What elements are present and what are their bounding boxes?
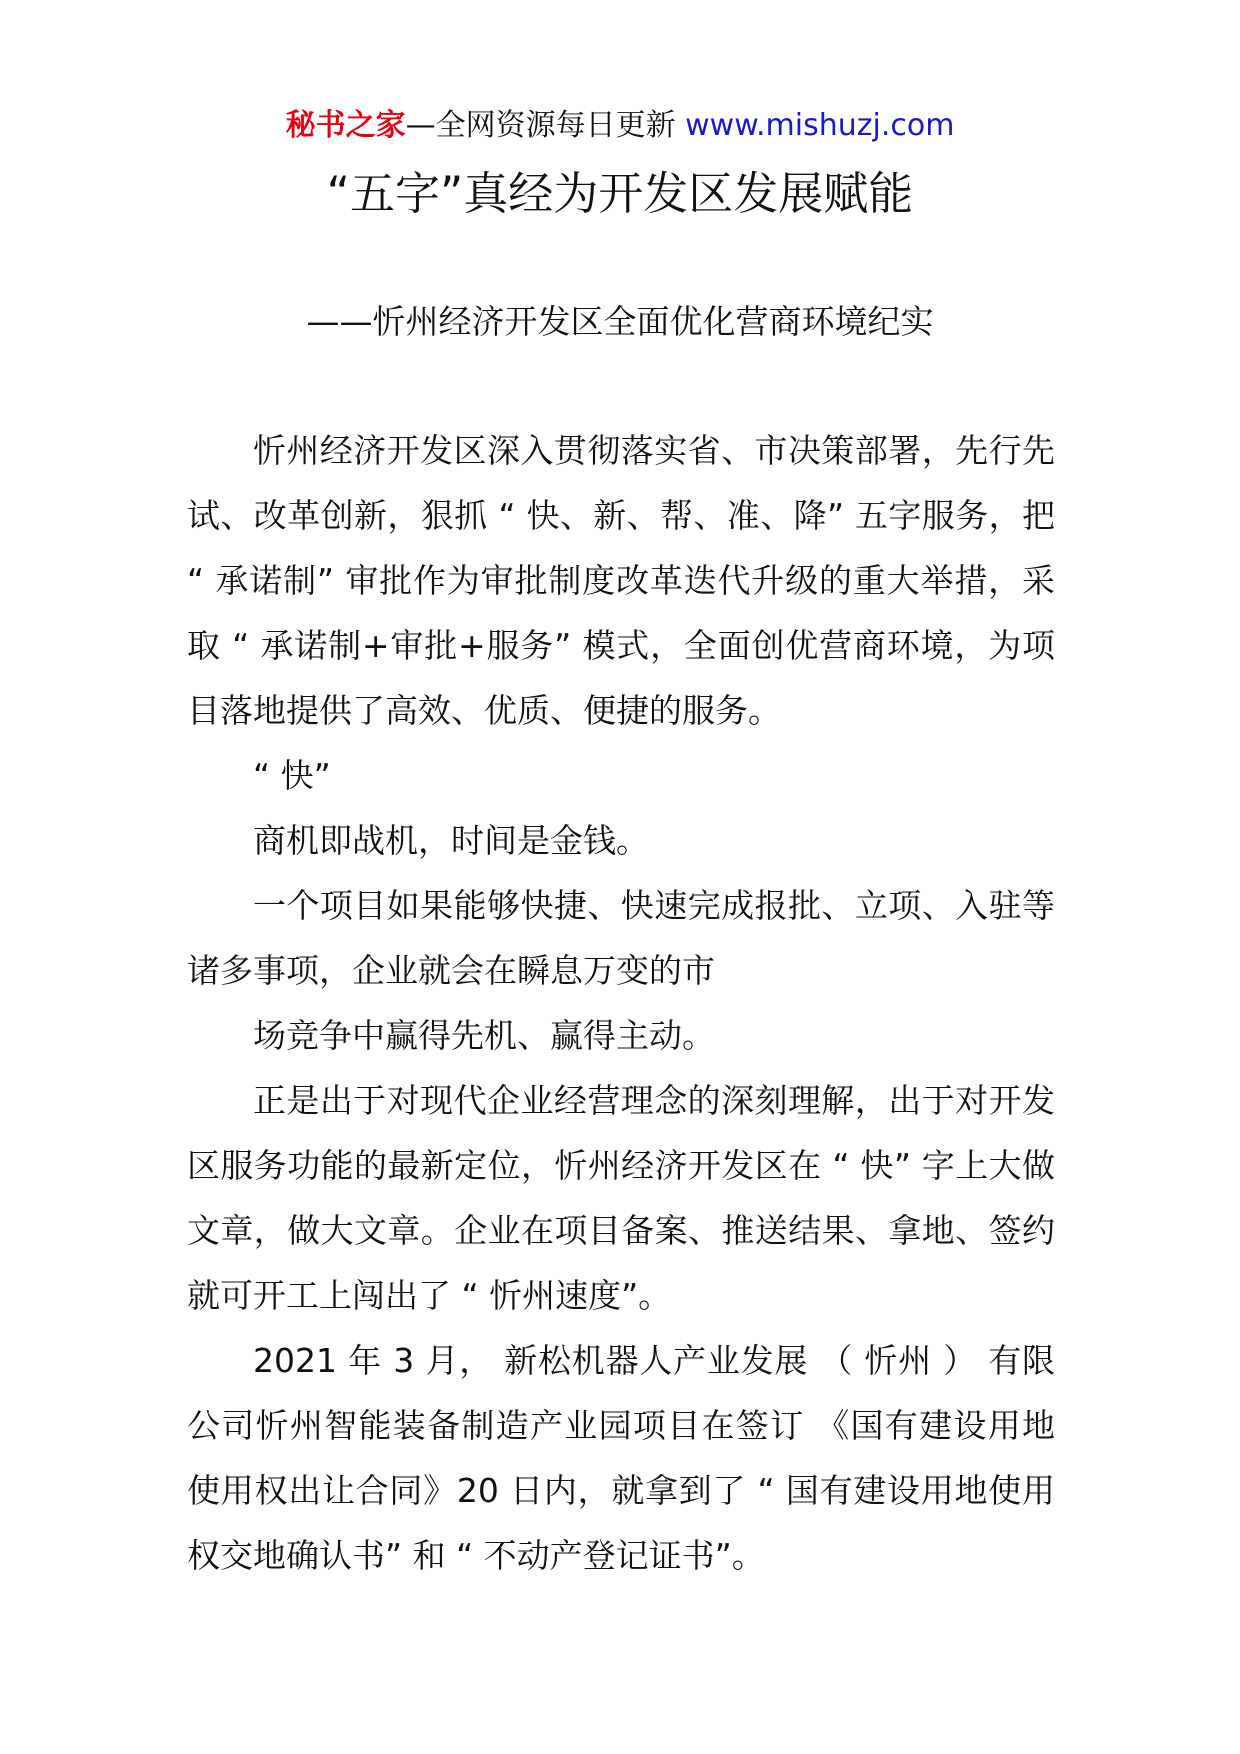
article-title: “五字”真经为开发区发展赋能	[326, 167, 914, 220]
paragraph: 正是出于对现代企业经营理念的深刻理解，出于对开发区服务功能的最新定位，忻州经济开发区在 “ 快” 字上大做文章，做大文章。企业在项目备案、推送结果、拿地、签约就可开工上闯出了 “ 忻州速度”。	[187, 1081, 1055, 1315]
banner-slogan: —全网资源每日更新	[405, 108, 676, 143]
paragraph-intro: 忻州经济开发区深入贯彻落实省、市决策部署，先行先试、改革创新，狠抓 “ 快、新、帮、准、降” 五字服务，把 “ 承诺制” 审批作为审批制度改革迭代升级的重大举措，采取 “ 承诺制+审批+服务” 模式，全面创优营商环境，为项目落地提供了高效、优质、便捷的服务。	[187, 431, 1055, 730]
paragraph: 商机即战机，时间是金钱。	[253, 821, 649, 860]
paragraph: 一个项目如果能够快捷、快速完成报批、立项、入驻等诸多事项，企业就会在瞬息万变的市	[187, 886, 1055, 990]
paragraph: 场竞争中赢得先机、赢得主动。	[253, 1016, 715, 1055]
article-body	[187, 418, 1055, 1588]
article-subtitle: ——忻州经济开发区全面优化营商环境纪实	[306, 302, 934, 341]
section-heading-kuai: “ 快”	[253, 756, 331, 795]
website-link[interactable]: www.mishuzj.com	[685, 108, 955, 143]
paragraph: 2021 年 3 月， 新松机器人产业发展 （ 忻州 ） 有限公司忻州智能装备制造产业园项目在签订 《国有建设用地使用权出让合同》20 日内，就拿到了 “ 国有建设用地使用权交地确认书” 和 “ 不动产登记证书”。	[187, 1341, 1055, 1575]
brand-name: 秘书之家	[285, 108, 406, 143]
site-banner	[0, 104, 1240, 148]
